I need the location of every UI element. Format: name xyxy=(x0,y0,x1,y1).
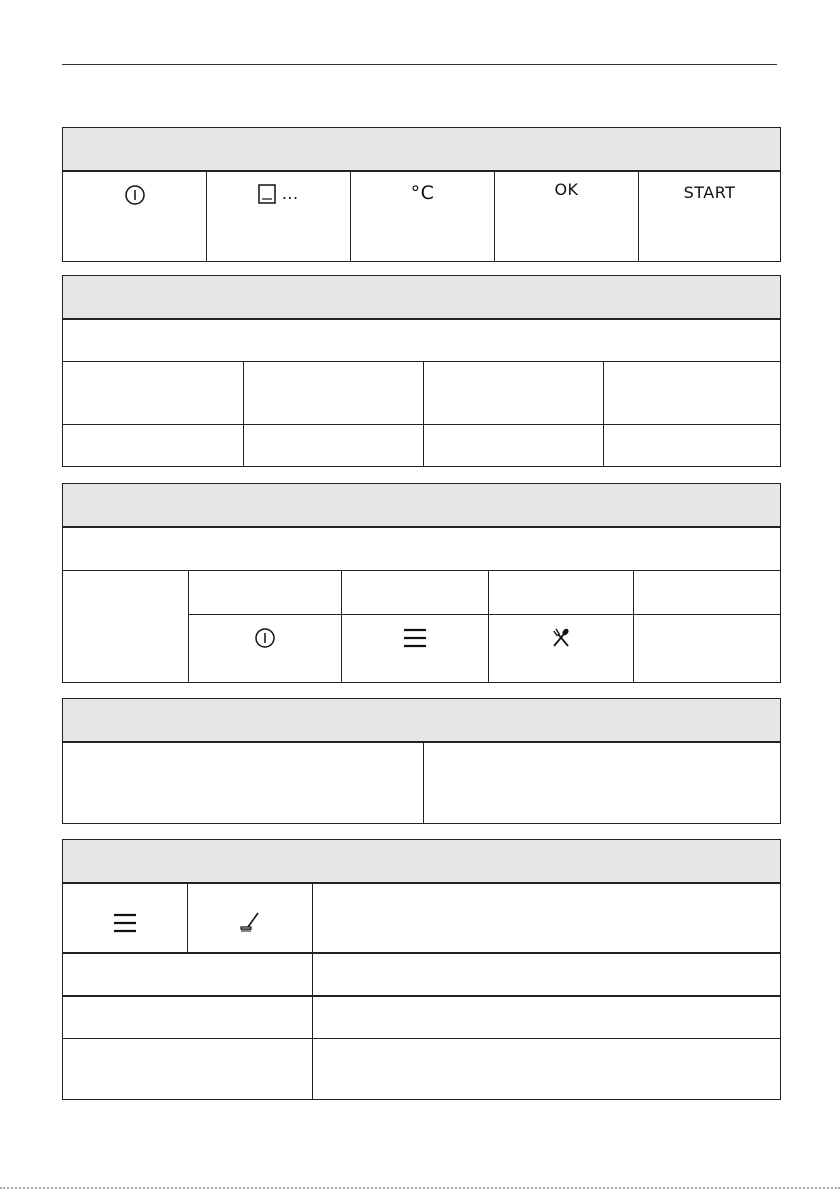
table-header xyxy=(63,128,780,172)
table-cell xyxy=(488,615,633,682)
table-subgrid xyxy=(188,571,780,682)
table-4 xyxy=(62,698,781,824)
table-cell xyxy=(638,172,780,261)
table-cell xyxy=(243,362,423,424)
table-row xyxy=(63,528,780,570)
table-header xyxy=(63,484,780,528)
table-cell xyxy=(603,362,780,424)
table-control-panel xyxy=(62,127,781,262)
table-cell xyxy=(633,571,780,614)
table-header xyxy=(63,699,780,743)
table-cell xyxy=(63,362,243,424)
table-cell xyxy=(63,172,206,261)
table-cell xyxy=(63,954,312,995)
table-cell xyxy=(187,884,312,952)
power-icon xyxy=(189,627,341,653)
cutlery-icon xyxy=(489,627,633,653)
table-3 xyxy=(62,483,781,683)
start-icon: START xyxy=(683,183,736,202)
table-header xyxy=(63,840,780,884)
table-cell xyxy=(63,743,423,823)
cleaning-brush-icon xyxy=(188,910,312,938)
table-cell xyxy=(603,425,780,466)
table-row xyxy=(189,614,780,682)
table-cell xyxy=(63,997,312,1038)
table-row xyxy=(63,995,780,1038)
oven-function-icon xyxy=(207,184,350,204)
table-row xyxy=(63,884,780,952)
table-cell xyxy=(206,172,350,261)
table-cell xyxy=(312,884,780,952)
table-cell xyxy=(488,571,633,614)
power-icon xyxy=(63,184,206,210)
table-cell xyxy=(312,954,780,995)
table-row xyxy=(63,424,780,466)
table-cell-rowspan xyxy=(63,571,188,682)
table-cell xyxy=(63,528,780,570)
table-cell xyxy=(63,884,187,952)
table-row xyxy=(63,361,780,424)
temperature-icon: °C xyxy=(410,182,435,204)
table-cell xyxy=(189,571,341,614)
table-row xyxy=(63,172,780,261)
table-cell xyxy=(633,615,780,682)
table-cell xyxy=(350,172,494,261)
table-row xyxy=(63,570,780,682)
table-cell xyxy=(63,320,780,361)
table-cell xyxy=(341,571,488,614)
table-cell xyxy=(341,615,488,682)
table-cell xyxy=(423,425,603,466)
table-cell xyxy=(243,425,423,466)
table-row xyxy=(63,320,780,361)
menu-icon xyxy=(63,912,187,938)
table-row xyxy=(189,571,780,614)
table-row xyxy=(63,952,780,995)
ok-icon: OK xyxy=(554,180,579,199)
table-cell xyxy=(494,172,638,261)
header-rule xyxy=(62,64,777,65)
table-cell xyxy=(63,425,243,466)
oven-function-ellipsis: ... xyxy=(281,184,299,203)
table-row xyxy=(63,1038,780,1099)
table-cell xyxy=(189,615,341,682)
table-cell xyxy=(312,1039,780,1099)
table-header xyxy=(63,276,780,320)
menu-icon xyxy=(342,627,488,653)
table-cell xyxy=(312,997,780,1038)
table-row xyxy=(63,743,780,823)
page-edge-dots xyxy=(0,1187,840,1189)
table-5 xyxy=(62,839,781,1100)
table-2 xyxy=(62,275,781,467)
table-cell xyxy=(423,743,780,823)
table-cell xyxy=(63,1039,312,1099)
table-cell xyxy=(423,362,603,424)
